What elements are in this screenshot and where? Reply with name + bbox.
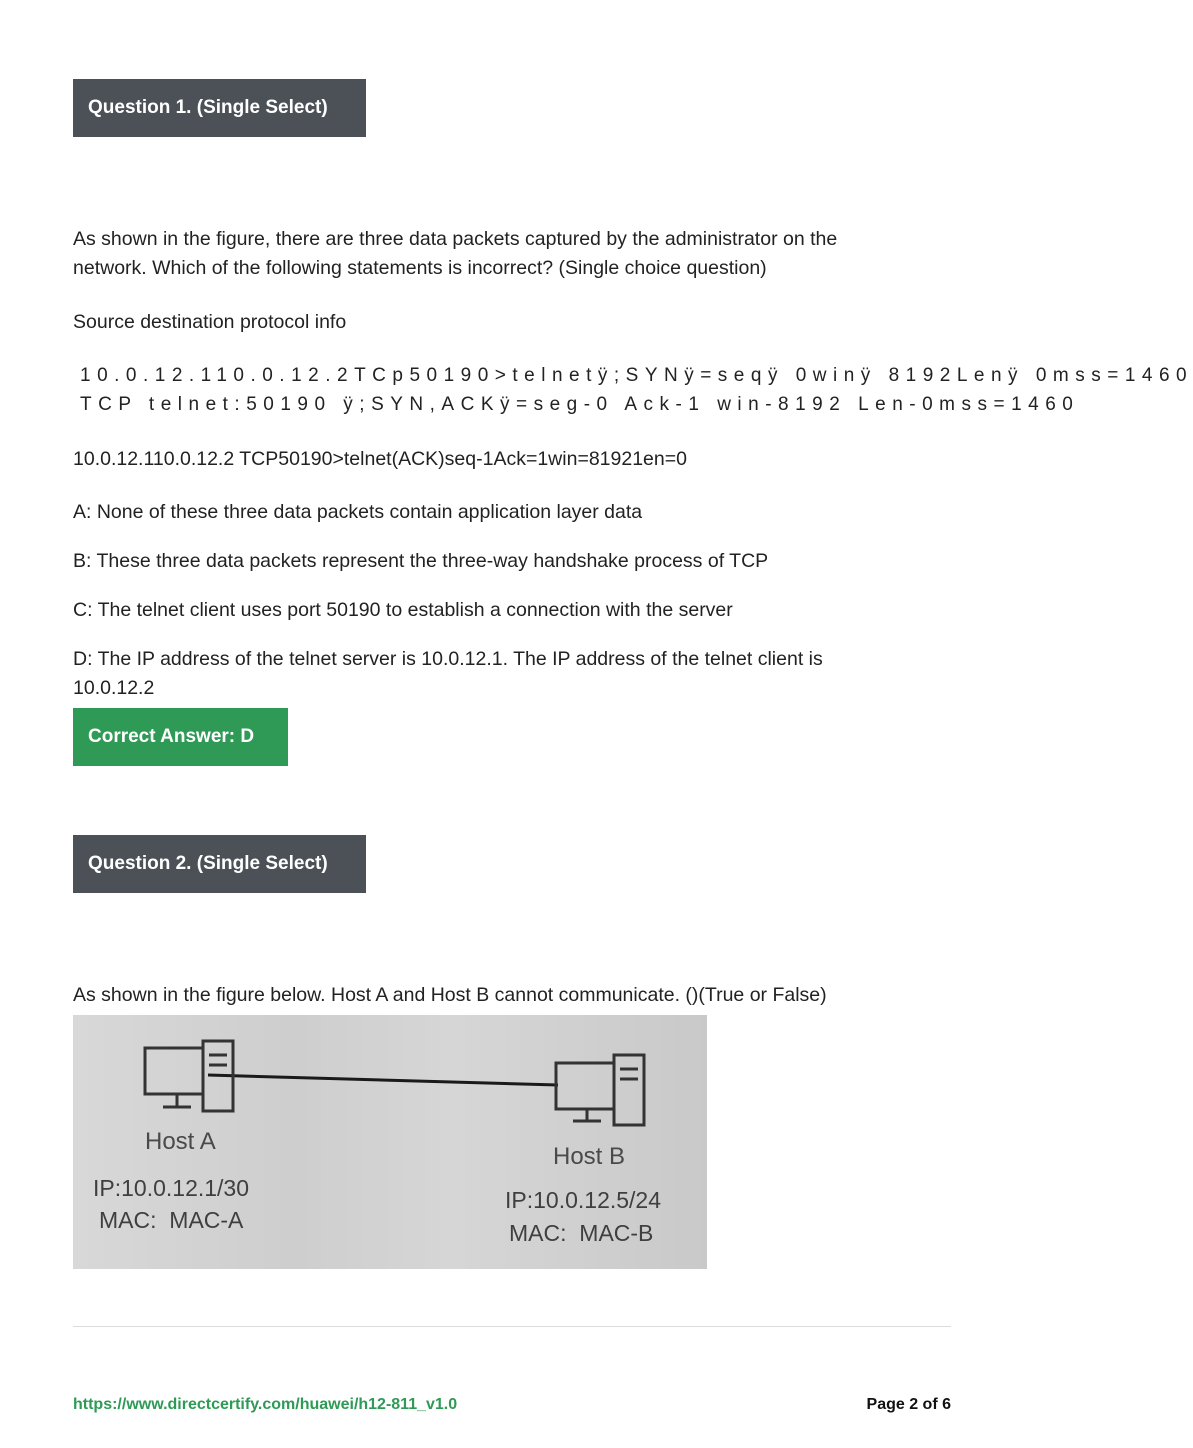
- packet-columns: Source destination protocol info: [73, 311, 347, 333]
- question-2-header: Question 2. (Single Select): [73, 835, 366, 893]
- question-2-prompt: As shown in the figure below. Host A and Host B cannot communicate. ()(True or False): [73, 984, 827, 1006]
- network-link: [208, 1075, 558, 1085]
- host-a-mac: MAC: MAC-A: [99, 1207, 244, 1233]
- network-figure: [73, 1015, 707, 1269]
- host-a-ip: IP:10.0.12.1/30: [93, 1175, 250, 1201]
- option-a: A: None of these three data packets contain application layer data: [73, 501, 643, 523]
- host-b-mac: MAC: MAC-B: [509, 1220, 654, 1246]
- host-b-ip: IP:10.0.12.5/24: [505, 1187, 662, 1213]
- option-b: B: These three data packets represent the three-way handshake process of TCP: [73, 550, 769, 572]
- host-a-label: Host A: [145, 1128, 216, 1155]
- packet-3: 10.0.12.110.0.12.2 TCP50190>telnet(ACK)seq-1Ack=1win=81921en=0: [73, 448, 687, 470]
- host-b-computer-icon: [556, 1055, 644, 1125]
- option-d: D: The IP address of the telnet server is 10.0.12.1. The IP address of the telnet client is 10.0.12.2: [73, 648, 823, 699]
- footer-url-link[interactable]: https://www.directcertify.com/huawei/h12-811_v1.0: [73, 1396, 458, 1413]
- question-1-prompt: As shown in the figure, there are three data packets captured by the administrator on the network. Which of the following statements is incorrect? (Single choice question): [73, 228, 838, 279]
- packet-2: TCP telnet:50190 ÿ;SYN,ACKÿ=seg-0 Ack-1 win-8192 Len-0mss=1460: [80, 394, 1080, 415]
- option-c: C: The telnet client uses port 50190 to establish a connection with the server: [73, 599, 733, 621]
- question-1-header: Question 1. (Single Select): [73, 79, 366, 137]
- packet-1: 10.0.12.110.0.12.2TCp50190>telnetÿ;SYNÿ=seqÿ 0winÿ 8192Lenÿ 0mss=1460: [80, 365, 1193, 386]
- footer-divider: [73, 1326, 951, 1327]
- correct-answer-badge: Correct Answer: D: [73, 708, 288, 766]
- page-number: Page 2 of 6: [866, 1396, 951, 1413]
- host-b-label: Host B: [553, 1143, 626, 1170]
